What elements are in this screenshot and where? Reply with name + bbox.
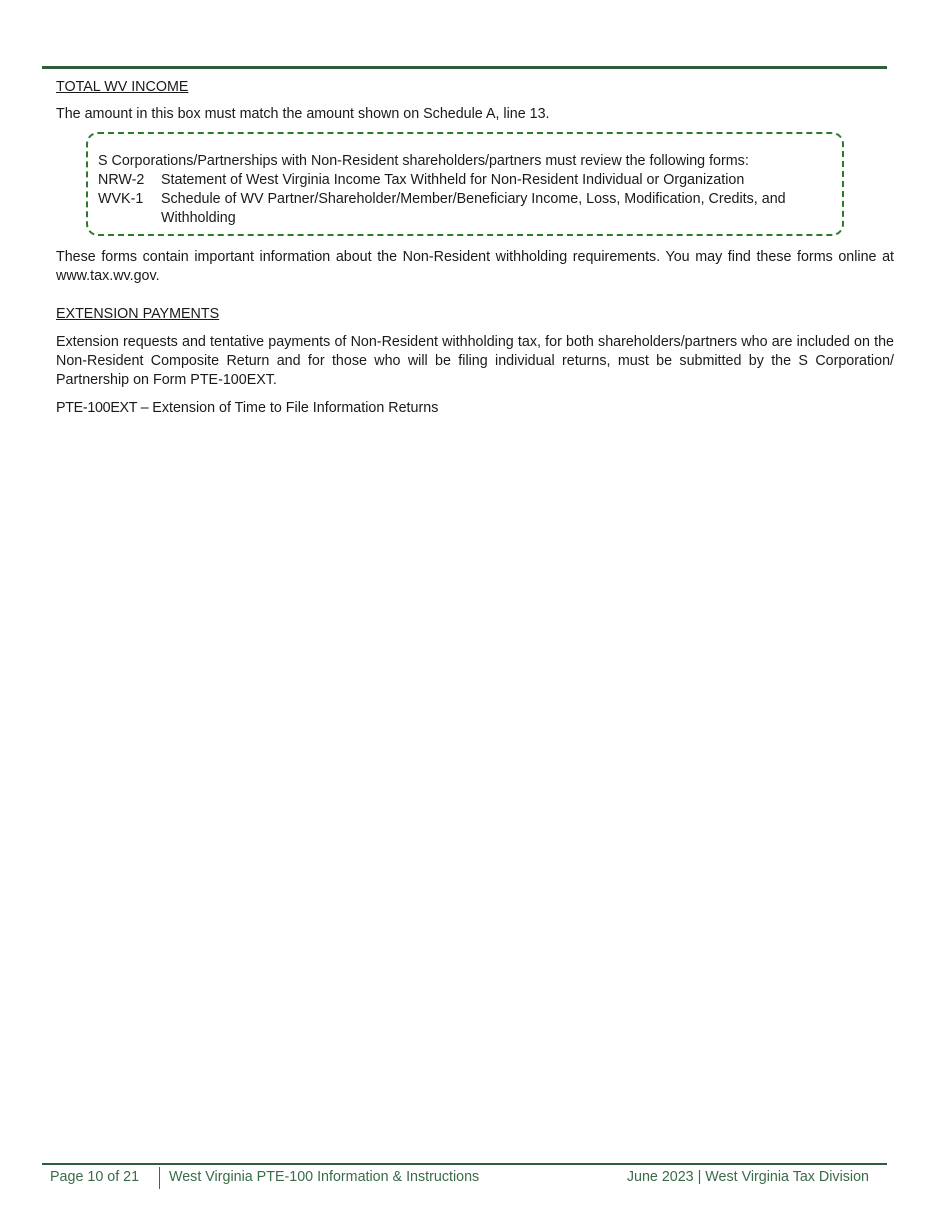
form-description: Schedule of WV Partner/Shareholder/Member/Beneficiary Income, Loss, Modification, Credits, and Withholding — [161, 191, 786, 226]
page-number: Page 10 of 21 — [50, 1169, 140, 1185]
footer-divider — [159, 1167, 160, 1189]
footer-document-title: West Virginia PTE-100 Information & Instructions — [169, 1169, 480, 1185]
footer-rule — [42, 1163, 887, 1165]
extension-form-line — [56, 399, 894, 418]
notice-intro: S Corporations/Partnerships with Non-Resident shareholders/partners must review the following forms: — [98, 153, 749, 169]
extension-form-description: Extension of Time to File Information Returns — [152, 400, 439, 416]
section-heading-extension-payments: EXTENSION PAYMENTS — [56, 306, 220, 322]
total-income-text: The amount in this box must match the amount shown on Schedule A, line 13. — [56, 106, 550, 122]
form-code: NRW-2 — [98, 172, 145, 188]
extension-form-code: PTE-100EXT – — [56, 400, 149, 416]
section-heading-total-wv-income: TOTAL WV INCOME — [56, 79, 189, 95]
notice-form-row — [98, 190, 842, 228]
footer-date-division: June 2023 | West Virginia Tax Division — [626, 1169, 869, 1185]
form-code: WVK-1 — [98, 191, 144, 207]
form-description: Statement of West Virginia Income Tax Withheld for Non-Resident Individual or Organization — [161, 172, 745, 188]
page-content — [56, 78, 894, 418]
non-resident-notice-box — [86, 132, 844, 236]
forms-info-text: These forms contain important information about the Non-Resident withholding requirements. You may find these forms online at www.tax.wv.gov. — [56, 249, 894, 284]
notice-form-row — [98, 171, 842, 190]
extension-text: Extension requests and tentative payments of Non-Resident withholding tax, for both shareholders/partners who are included on the Non-Resident Composite Return and for those who will be filing individual returns, must be submitted by the S Corporation/ Partnership on Form PTE-100EXT. — [56, 334, 894, 388]
page-footer — [42, 1167, 887, 1191]
top-rule — [42, 66, 887, 69]
